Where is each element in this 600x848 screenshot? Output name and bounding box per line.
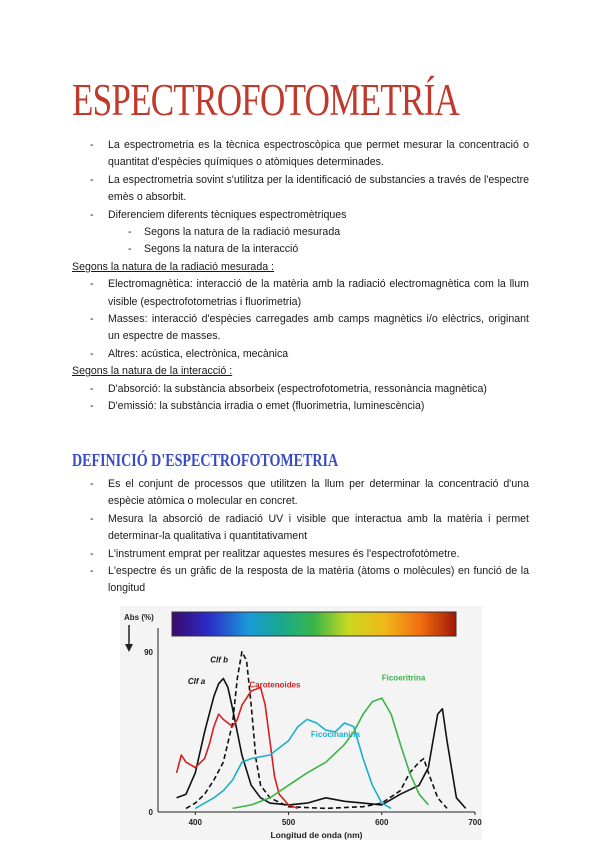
list-item: - La espectrometria sovint s'utilitza per la identificació de substancies a través de l'espectre emès o absorbit. [72,172,529,207]
x-tick-label: 500 [281,818,296,827]
x-tick-label: 600 [375,818,389,827]
list-item: - La espectrometria es la tècnica espectroscòpica que permet mesurar la concentració o quantitat d'espècies químiques o atòmiques determinades. [72,137,529,172]
list-item: - Masses: interacció d'espècies carregades amb camps magnètics i/o elèctrics, originant un espectre de masses. [72,311,529,346]
sub-list-item: - Segons la natura de la interacció [72,241,529,258]
list-item: - D'emissió: la substància irradia o emet (fluorimetria, luminescència) [72,398,529,415]
visible-spectrum-bar [172,612,456,636]
section-heading-interaccio: Segons la natura de la interacció : [72,365,233,378]
list-item: - L'espectre és un gràfic de la resposta de la matèria (àtoms o molècules) en funció de la longitud [72,563,529,598]
list-item: - D'absorció: la substància absorbeix (espectrofotometria, ressonància magnètica) [72,381,529,398]
x-tick-label: 400 [188,818,202,827]
section-title-definicio: DEFINICIÓ D'ESPECTROFOTOMETRIA [72,450,339,470]
list-item: - Diferenciem diferents tècniques espectromètriques [72,207,529,224]
list-item: - Es el conjunt de processos que utilitzen la llum per determinar la concentració d'una espècie atòmica o molecular en concret. [72,476,529,511]
definicio-list [72,476,529,598]
series-label: Ficocinanina [310,730,360,740]
x-axis-label: Longitud de onda (nm) [270,830,363,840]
y-tick-label: 0 [148,808,153,817]
sub-list-item: - Segons la natura de la radiació mesurada [72,224,529,241]
y-axis-label: Abs (%) [124,613,154,622]
list-item: - Mesura la absorció de radiació UV i visible que interactua amb la matèria i permet determinar-la qualitativa i quantitativament [72,511,529,546]
y-tick-label: 90 [144,647,153,657]
series-label: Carotenoides [249,680,301,690]
series-label: Clf b [210,655,228,665]
list-item: - Altres: acústica, electrònica, mecànica [72,346,529,363]
intro-list [72,137,529,416]
list-item: - Electromagnètica: interacció de la matèria amb la radiació electromagnètica com la llum visible (espectrofotometrias i fluorimetria) [72,276,529,311]
series-label: Clf a [187,676,206,686]
x-tick-label: 700 [468,818,482,827]
page-title: ESPECTROFOTOMETRÍA [72,75,460,125]
absorption-spectrum-chart [120,606,482,840]
series-label: Ficoeritrina [381,673,426,683]
list-item: - L'instrument emprat per realitzar aquestes mesures és l'espectrofotòmetre. [72,546,529,563]
section-heading-radiacio: Segons la natura de la radiació mesurada : [72,260,274,273]
